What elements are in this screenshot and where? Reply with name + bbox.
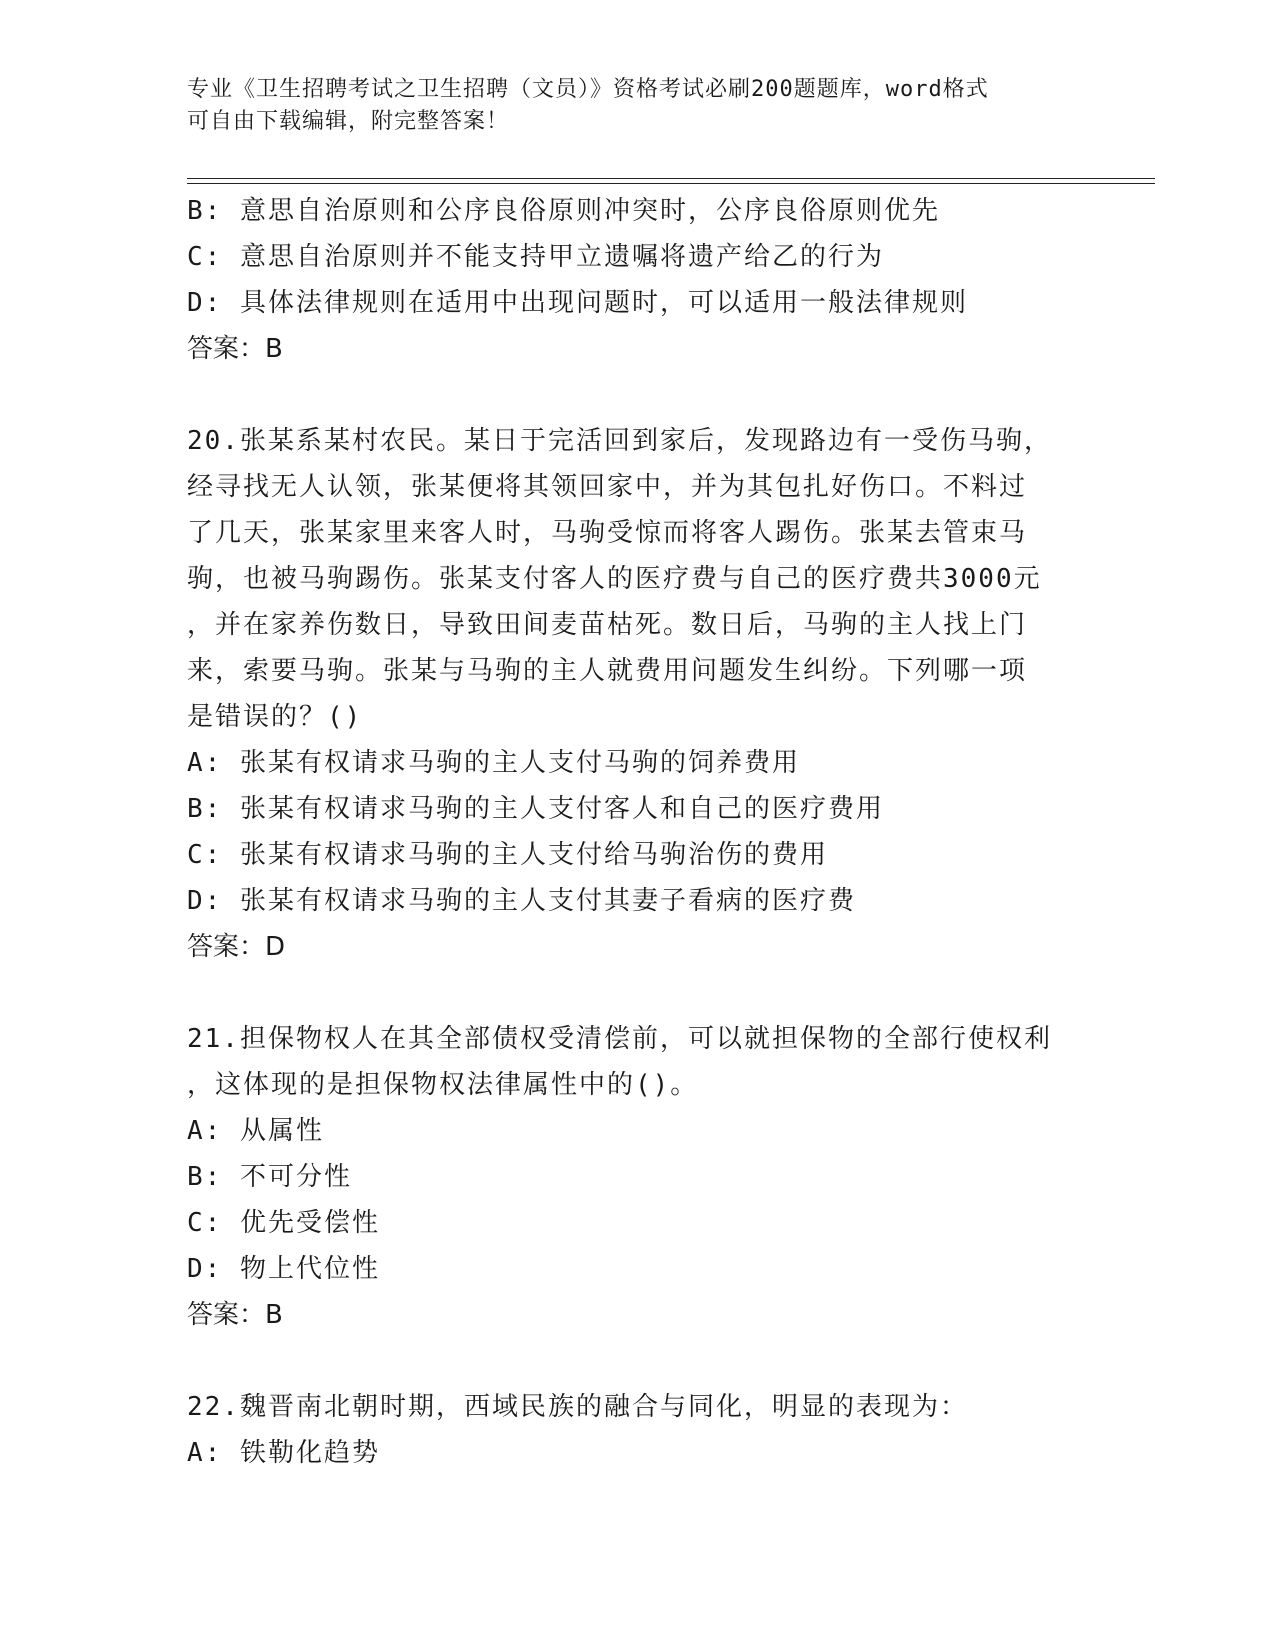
question-text-line: 经寻找无人认领，张某便将其领回家中，并为其包扎好伤口。不料过 — [187, 472, 1028, 502]
header-line-2: 可自由下载编辑，附完整答案！ — [187, 109, 510, 134]
answer-line: 答案：D — [187, 932, 286, 962]
option-c: C: 意思自治原则并不能支持甲立遗嘱将遗产给乙的行为 — [187, 242, 884, 272]
question-text-line: ，这体现的是担保物权法律属性中的()。 — [187, 1070, 699, 1100]
question-20 — [187, 418, 1087, 970]
option-c: C: 张某有权请求马驹的主人支付给马驹治伤的费用 — [187, 840, 828, 870]
document-body — [187, 188, 1087, 1476]
question-21 — [187, 1016, 1087, 1338]
question-gap — [187, 970, 1087, 1016]
question-19-continued — [187, 188, 1087, 372]
option-b: B: 不可分性 — [187, 1162, 352, 1192]
option-c: C: 优先受偿性 — [187, 1208, 380, 1238]
question-text-line: 是错误的？() — [187, 702, 363, 732]
option-a: A: 张某有权请求马驹的主人支付马驹的饲养费用 — [187, 748, 800, 778]
question-text-line: 20.张某系某村农民。某日于完活回到家后，发现路边有一受伤马驹， — [187, 426, 1052, 456]
question-text-line: ，并在家养伤数日，导致田间麦苗枯死。数日后，马驹的主人找上门 — [187, 610, 1028, 640]
question-text-line: 21.担保物权人在其全部债权受清偿前，可以就担保物的全部行使权利 — [187, 1024, 1052, 1054]
question-text-line: 22.魏晋南北朝时期，西域民族的融合与同化，明显的表现为： — [187, 1392, 968, 1422]
option-a: A: 铁勒化趋势 — [187, 1438, 380, 1468]
option-b: B: 意思自治原则和公序良俗原则冲突时，公序良俗原则优先 — [187, 196, 940, 226]
header-divider-top — [187, 178, 1155, 179]
answer-line: 答案：B — [187, 1300, 283, 1330]
answer-line: 答案：B — [187, 334, 283, 364]
question-text-line: 了几天，张某家里来客人时，马驹受惊而将客人踢伤。张某去管束马 — [187, 518, 1028, 548]
document-header — [187, 74, 1067, 138]
header-line-1: 专业《卫生招聘考试之卫生招聘（文员）》资格考试必刷200题题库，word格式 — [187, 77, 989, 102]
header-divider-bottom — [187, 183, 1155, 184]
option-d: D: 张某有权请求马驹的主人支付其妻子看病的医疗费 — [187, 886, 856, 916]
option-d: D: 物上代位性 — [187, 1254, 380, 1284]
question-text-line: 来，索要马驹。张某与马驹的主人就费用问题发生纠纷。下列哪一项 — [187, 656, 1028, 686]
question-gap — [187, 372, 1087, 418]
option-d: D: 具体法律规则在适用中出现问题时，可以适用一般法律规则 — [187, 288, 968, 318]
option-a: A: 从属性 — [187, 1116, 324, 1146]
question-22 — [187, 1384, 1087, 1476]
option-b: B: 张某有权请求马驹的主人支付客人和自己的医疗费用 — [187, 794, 884, 824]
question-gap — [187, 1338, 1087, 1384]
question-text-line: 驹，也被马驹踢伤。张某支付客人的医疗费与自己的医疗费共3000元 — [187, 564, 1042, 594]
